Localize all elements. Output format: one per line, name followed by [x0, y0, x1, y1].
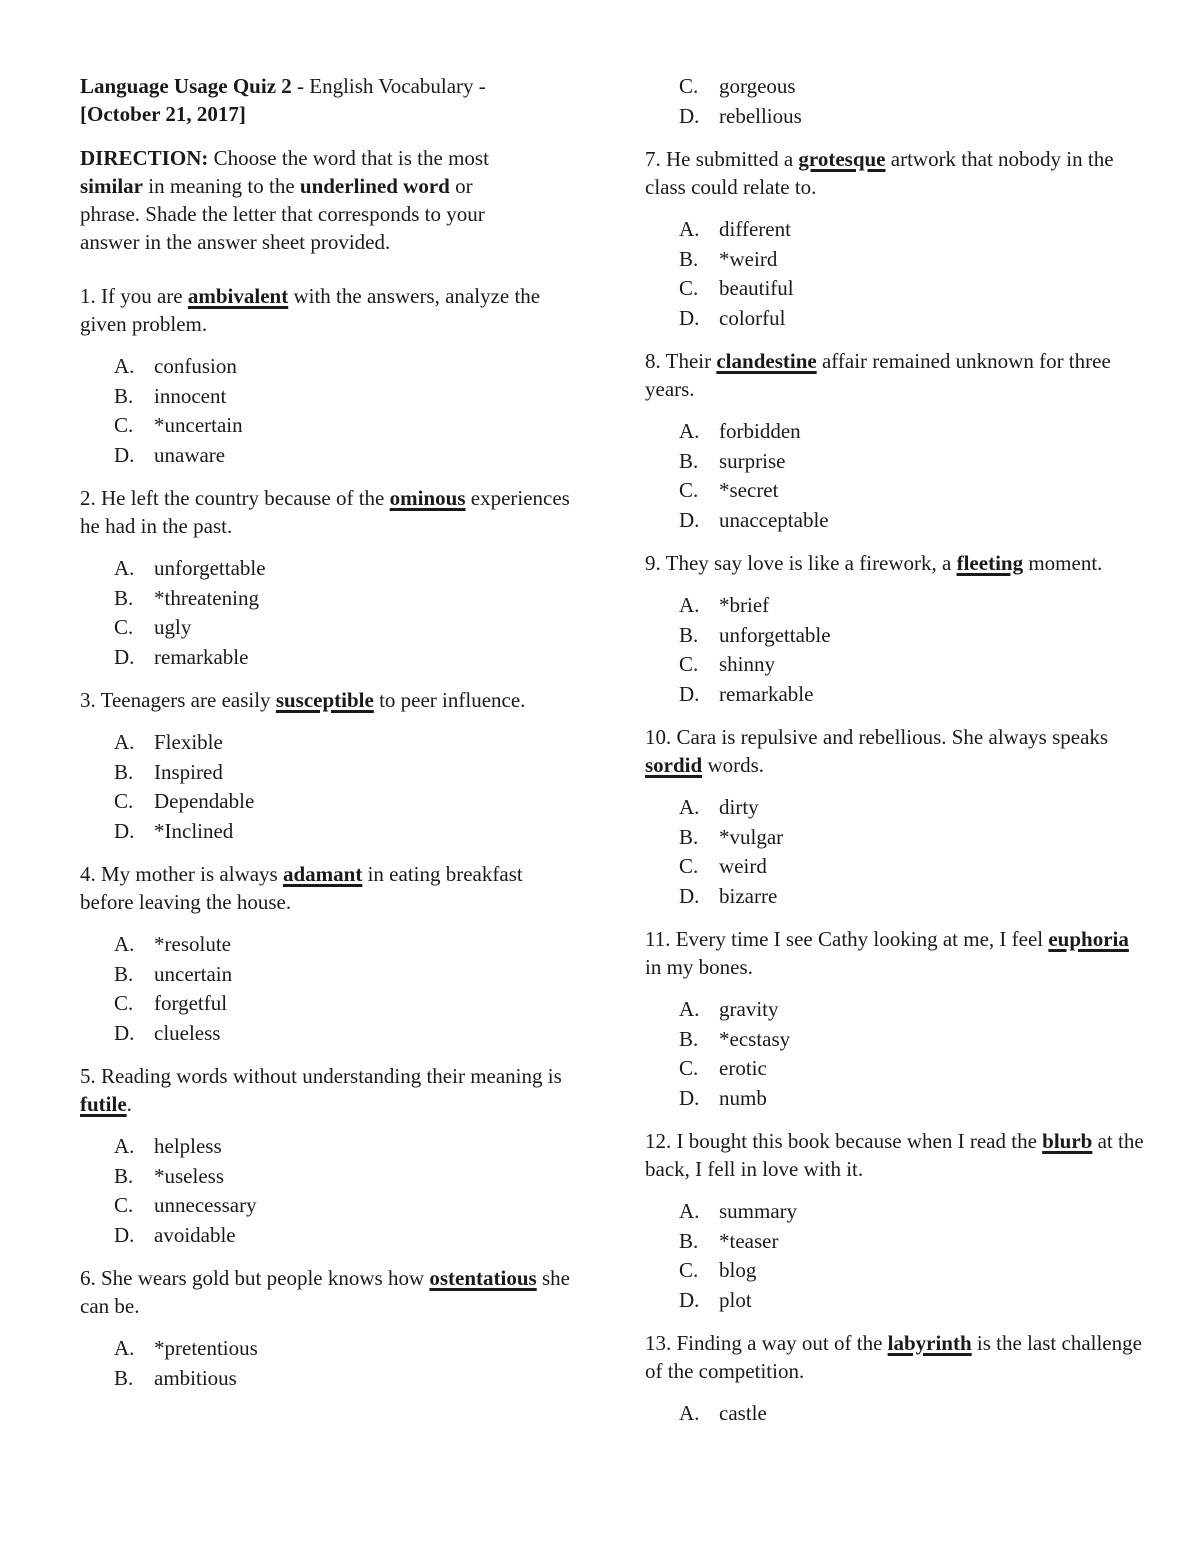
options-list-continued — [645, 72, 1145, 131]
question — [80, 686, 580, 846]
options-list — [645, 417, 1145, 535]
answer-option — [114, 352, 580, 382]
answer-option — [114, 787, 580, 817]
answer-option — [114, 1132, 580, 1162]
answer-option — [679, 215, 1145, 245]
options-list — [645, 591, 1145, 709]
question-text — [645, 549, 1145, 577]
answer-option — [114, 817, 580, 847]
answer-option — [679, 1399, 1145, 1429]
answer-option — [114, 643, 580, 673]
answer-option — [679, 852, 1145, 882]
question — [645, 145, 1145, 333]
option-text: uncertain — [154, 961, 233, 986]
question-stem: 5. Reading words without understanding their meaning is — [80, 1064, 562, 1088]
answer-option — [114, 960, 580, 990]
option-letter: C. — [679, 854, 699, 878]
answer-option — [679, 650, 1145, 680]
question-text — [80, 1264, 580, 1320]
option-text: Dependable — [154, 789, 255, 813]
option-letter: C. — [114, 615, 134, 639]
option-letter: A. — [679, 593, 700, 617]
option-text: helpless — [154, 1134, 222, 1158]
answer-option — [679, 1227, 1145, 1257]
option-letter: A. — [679, 795, 700, 819]
answer-option — [679, 680, 1145, 710]
question-stem: 10. Cara is repulsive and rebellious. She always speaks — [645, 725, 1109, 749]
answer-option — [114, 1019, 580, 1049]
answer-option — [679, 793, 1145, 823]
option-letter: A. — [114, 354, 135, 378]
question-stem: 2. He left the country because of the — [80, 486, 390, 510]
answer-option — [679, 447, 1145, 477]
option-letter: D. — [114, 1020, 135, 1045]
answer-option — [679, 506, 1145, 536]
question — [645, 723, 1145, 911]
answer-option — [679, 102, 1145, 132]
options-list — [645, 995, 1145, 1113]
question — [645, 925, 1145, 1113]
option-letter: C. — [114, 413, 134, 437]
option-letter: A. — [679, 997, 700, 1021]
option-letter: D. — [679, 883, 700, 908]
option-text: avoidable — [154, 1222, 236, 1247]
question-text — [645, 723, 1145, 779]
option-text: forbidden — [719, 419, 801, 443]
options-list — [645, 793, 1145, 911]
quiz-title-subject: - English Vocabulary - — [291, 74, 486, 98]
answer-option — [679, 72, 1145, 102]
answer-option — [114, 382, 580, 412]
option-text: remarkable — [154, 644, 249, 669]
question-stem: 6. She wears gold but people knows how — [80, 1266, 430, 1290]
direction-part: Choose the word that is the most — [208, 146, 489, 170]
option-text: *teaser — [719, 1228, 779, 1253]
left-column — [80, 72, 580, 1407]
question — [80, 860, 580, 1048]
question — [80, 1062, 580, 1250]
answer-option — [114, 613, 580, 643]
question-text — [80, 484, 580, 540]
answer-option — [114, 554, 580, 584]
option-letter: D. — [679, 103, 700, 128]
option-letter: D. — [114, 644, 135, 669]
answer-option — [114, 411, 580, 441]
option-letter: A. — [114, 1134, 135, 1158]
answer-option — [114, 989, 580, 1019]
underlined-keyword: futile — [80, 1092, 127, 1116]
direction-similar: similar — [80, 174, 143, 198]
options-list — [80, 554, 580, 672]
option-text: *threatening — [154, 585, 259, 610]
question-stem: moment. — [1023, 551, 1103, 575]
underlined-keyword: fleeting — [956, 551, 1024, 575]
option-text: *resolute — [154, 932, 231, 956]
answer-option — [679, 1025, 1145, 1055]
option-text: *weird — [719, 246, 778, 271]
question-stem: experiences he had in the past. — [80, 486, 570, 538]
option-letter: C. — [679, 1258, 699, 1282]
question-stem: 13. Finding a way out of the — [645, 1331, 888, 1355]
option-letter: A. — [679, 1401, 700, 1425]
question-text — [645, 1329, 1145, 1385]
answer-option — [679, 274, 1145, 304]
option-text: unnecessary — [154, 1193, 257, 1217]
answer-option — [679, 245, 1145, 275]
answer-option — [679, 1054, 1145, 1084]
option-letter: C. — [114, 1193, 134, 1217]
option-text: forgetful — [154, 991, 228, 1015]
answer-option — [679, 1084, 1145, 1114]
question-stem: with the answers, analyze the given problem. — [80, 284, 541, 336]
option-text: *brief — [719, 593, 770, 617]
answer-option — [114, 1191, 580, 1221]
option-letter: C. — [114, 789, 134, 813]
question — [645, 1329, 1145, 1429]
option-letter: B. — [679, 246, 699, 271]
option-letter: B. — [114, 1365, 134, 1390]
option-text: numb — [719, 1085, 767, 1110]
underlined-keyword: adamant — [282, 862, 363, 886]
option-letter: C. — [679, 1056, 699, 1080]
options-list — [645, 215, 1145, 333]
answer-option — [679, 621, 1145, 651]
option-text: shinny — [719, 652, 776, 676]
option-text: *uncertain — [154, 413, 243, 437]
underlined-keyword: ominous — [389, 486, 466, 510]
option-letter: B. — [114, 1163, 134, 1188]
question-stem: 7. He submitted a — [645, 147, 799, 171]
underlined-keyword: blurb — [1042, 1129, 1093, 1153]
option-letter: A. — [114, 556, 135, 580]
question — [645, 549, 1145, 709]
underlined-keyword: labyrinth — [887, 1331, 972, 1355]
option-text: dirty — [719, 795, 759, 819]
option-text: confusion — [154, 354, 237, 378]
question-stem: at the back, I fell in love with it. — [645, 1129, 1144, 1181]
question — [645, 347, 1145, 535]
option-text: unacceptable — [719, 507, 829, 532]
option-text: *secret — [719, 478, 779, 502]
option-letter: B. — [679, 1228, 699, 1253]
option-text: gravity — [719, 997, 779, 1021]
option-letter: B. — [679, 448, 699, 473]
options-list — [645, 1197, 1145, 1315]
answer-option — [114, 930, 580, 960]
option-letter: A. — [114, 730, 135, 754]
options-list — [80, 930, 580, 1048]
question-text — [645, 925, 1145, 981]
question-stem: 11. Every time I see Cathy looking at me, I feel — [645, 927, 1049, 951]
option-letter: A. — [679, 1199, 700, 1223]
question-stem: 4. My mother is always — [80, 862, 283, 886]
right-questions — [645, 72, 1145, 1429]
answer-option — [114, 1334, 580, 1364]
option-text: summary — [719, 1199, 798, 1223]
option-text: ugly — [154, 615, 192, 639]
answer-option — [679, 1197, 1145, 1227]
underlined-keyword: ambivalent — [187, 284, 289, 308]
underlined-keyword: clandestine — [716, 349, 817, 373]
right-column — [645, 72, 1145, 1443]
option-letter: B. — [114, 961, 134, 986]
underlined-keyword: grotesque — [798, 147, 886, 171]
option-letter: D. — [679, 681, 700, 706]
option-text: ambitious — [154, 1365, 237, 1390]
options-list — [80, 728, 580, 846]
option-text: *Inclined — [154, 818, 234, 843]
question-stem: . — [126, 1092, 132, 1116]
underlined-keyword: susceptible — [275, 688, 374, 712]
option-text: Flexible — [154, 730, 223, 754]
option-text: *pretentious — [154, 1336, 258, 1360]
question-text — [80, 282, 580, 338]
answer-option — [114, 1221, 580, 1251]
option-letter: D. — [679, 507, 700, 532]
option-letter: C. — [679, 74, 699, 98]
question-text — [645, 145, 1145, 201]
answer-option — [114, 758, 580, 788]
option-letter: B. — [679, 1026, 699, 1051]
option-letter: B. — [114, 383, 134, 408]
answer-option — [114, 728, 580, 758]
answer-option — [679, 304, 1145, 334]
option-text: *ecstasy — [719, 1026, 791, 1051]
direction-label: DIRECTION: — [80, 146, 209, 170]
question-stem: in my bones. — [645, 955, 753, 979]
answer-option — [114, 441, 580, 471]
option-text: clueless — [154, 1020, 221, 1045]
question-stem: she can be. — [80, 1266, 570, 1318]
direction-part: in meaning to the — [143, 174, 300, 198]
underlined-keyword: sordid — [645, 753, 703, 777]
answer-option — [114, 584, 580, 614]
option-letter: D. — [114, 442, 135, 467]
question — [80, 282, 580, 470]
option-letter: D. — [114, 818, 135, 843]
option-letter: D. — [679, 305, 700, 330]
option-text: blog — [719, 1258, 757, 1282]
option-letter: D. — [679, 1085, 700, 1110]
options-list — [80, 1132, 580, 1250]
option-text: rebellious — [719, 103, 802, 128]
direction-underlined: underlined word — [299, 174, 450, 198]
option-letter: A. — [114, 1336, 135, 1360]
answer-option — [114, 1364, 580, 1394]
question-text — [80, 686, 580, 714]
answer-option — [679, 476, 1145, 506]
option-text: different — [719, 217, 791, 241]
left-questions — [80, 282, 580, 1393]
answer-option — [679, 417, 1145, 447]
option-letter: B. — [679, 824, 699, 849]
question — [645, 1127, 1145, 1315]
question-stem: artwork that nobody in the class could relate to. — [645, 147, 1114, 199]
question-stem: 8. Their — [645, 349, 717, 373]
answer-option — [679, 882, 1145, 912]
question-stem: in eating breakfast before leaving the house. — [80, 862, 523, 914]
question-stem: 3. Teenagers are easily — [80, 688, 276, 712]
option-text: weird — [719, 854, 767, 878]
option-text: Inspired — [154, 759, 223, 784]
question-text — [645, 347, 1145, 403]
option-letter: C. — [679, 652, 699, 676]
answer-option — [679, 1256, 1145, 1286]
option-text: colorful — [719, 305, 786, 330]
question-stem: to peer influence. — [373, 688, 526, 712]
option-letter: B. — [679, 622, 699, 647]
option-text: beautiful — [719, 276, 794, 300]
question-stem: is the last challenge of the competition. — [645, 1331, 1142, 1383]
option-text: erotic — [719, 1056, 767, 1080]
option-text: gorgeous — [719, 74, 796, 98]
option-text: innocent — [154, 383, 227, 408]
option-text: unforgettable — [719, 622, 831, 647]
question-stem: words. — [702, 753, 765, 777]
answer-option — [679, 995, 1145, 1025]
option-letter: B. — [114, 585, 134, 610]
quiz-title — [80, 72, 580, 128]
quiz-title-bold: Language Usage Quiz 2 — [80, 74, 292, 98]
underlined-keyword: ostentatious — [429, 1266, 537, 1290]
option-text: castle — [719, 1401, 767, 1425]
option-text: bizarre — [719, 883, 778, 908]
answer-option — [679, 823, 1145, 853]
options-list — [645, 1399, 1145, 1429]
question-stem: 12. I bought this book because when I read the — [645, 1129, 1043, 1153]
option-letter: D. — [114, 1222, 135, 1247]
option-letter: C. — [679, 276, 699, 300]
option-text: remarkable — [719, 681, 814, 706]
question-stem: 9. They say love is like a firework, a — [645, 551, 957, 575]
question — [80, 1264, 580, 1393]
question-text — [80, 860, 580, 916]
question-text — [80, 1062, 580, 1118]
option-letter: A. — [679, 217, 700, 241]
options-list — [80, 352, 580, 470]
option-text: *vulgar — [719, 824, 784, 849]
options-list — [80, 1334, 580, 1393]
option-text: unaware — [154, 442, 226, 467]
question-stem: affair remained unknown for three years. — [645, 349, 1111, 401]
question — [80, 484, 580, 672]
question-text — [645, 1127, 1145, 1183]
direction-part: or phrase. Shade the letter that corresponds to your answer in the answer sheet provided. — [80, 174, 485, 254]
option-letter: C. — [679, 478, 699, 502]
option-text: *useless — [154, 1163, 224, 1188]
answer-option — [679, 591, 1145, 621]
option-letter: A. — [114, 932, 135, 956]
direction-text — [80, 144, 500, 256]
question-stem: 1. If you are — [80, 284, 188, 308]
option-letter: C. — [114, 991, 134, 1015]
answer-option — [114, 1162, 580, 1192]
option-letter: B. — [114, 759, 134, 784]
quiz-date: [October 21, 2017] — [80, 102, 246, 126]
option-text: unforgettable — [154, 556, 266, 580]
option-letter: A. — [679, 419, 700, 443]
answer-option — [679, 1286, 1145, 1316]
underlined-keyword: euphoria — [1048, 927, 1129, 951]
option-letter: D. — [679, 1287, 700, 1312]
option-text: surprise — [719, 448, 786, 473]
option-text: plot — [719, 1287, 752, 1312]
